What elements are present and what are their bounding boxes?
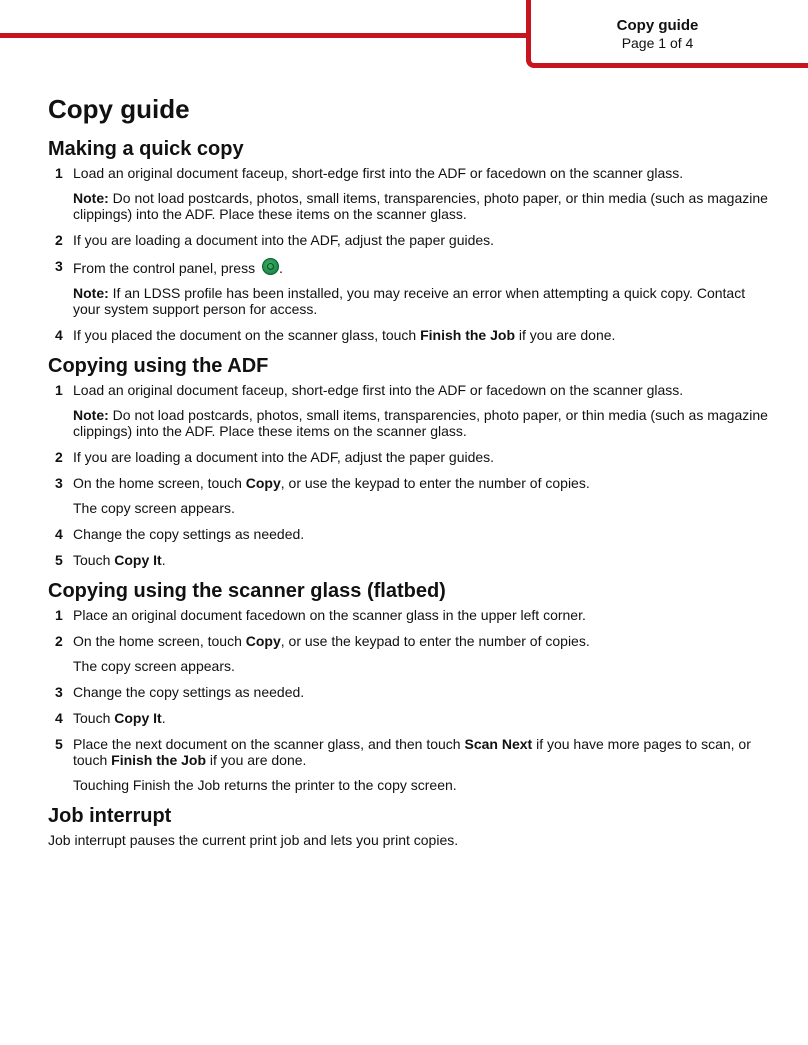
ui-term: Finish the Job xyxy=(420,327,515,343)
step-text-part: if you have more pages to scan, or touch xyxy=(73,736,751,768)
section-copy-flatbed xyxy=(48,578,768,793)
note xyxy=(73,285,768,317)
step xyxy=(48,552,768,568)
step-text-part: Place the next document on the scanner glass, and then touch xyxy=(73,736,465,752)
section-body: Job interrupt pauses the current print job and lets you print copies. xyxy=(48,832,459,848)
step-result: The copy screen appears. xyxy=(73,658,235,674)
step-list xyxy=(48,607,768,793)
step-text xyxy=(73,258,768,276)
section-title: Copying using the ADF xyxy=(48,355,269,377)
step-text: Change the copy settings as needed. xyxy=(73,684,305,700)
step-number: 2 xyxy=(55,633,63,649)
header-title: Copy guide xyxy=(616,17,699,34)
step-text-part: Touch xyxy=(73,552,115,568)
step-text-part: On the home screen, touch xyxy=(73,633,246,649)
step-list xyxy=(48,165,768,343)
step-number: 3 xyxy=(55,684,63,700)
step xyxy=(48,449,768,465)
step-text: Change the copy settings as needed. xyxy=(73,526,305,542)
step-text-part: , or use the keypad to enter the number of copies. xyxy=(280,475,590,491)
step-number: 2 xyxy=(55,232,63,248)
step-text-part: if you are done. xyxy=(515,327,616,343)
step xyxy=(48,165,768,222)
step-number: 5 xyxy=(55,552,63,568)
step-text xyxy=(73,475,768,491)
note-text: Do not load postcards, photos, small items, transparencies, photo paper, or thin media (such as magazine clippings) into the ADF. Place these items on the scanner glass. xyxy=(73,407,768,439)
step xyxy=(48,232,768,248)
header-page-number: Page 1 of 4 xyxy=(621,35,694,51)
ui-term: Finish the Job xyxy=(111,752,207,768)
step-number: 4 xyxy=(55,327,63,343)
step-text-part: . xyxy=(278,260,283,276)
step-text: If you are loading a document into the ADF, adjust the paper guides. xyxy=(73,232,495,248)
step-text-part: Touch xyxy=(73,710,115,726)
section-job-interrupt xyxy=(48,803,768,848)
step-text: If you are loading a document into the ADF, adjust the paper guides. xyxy=(73,449,495,465)
step-number: 5 xyxy=(55,736,63,752)
step-text xyxy=(73,552,768,568)
step-text-part: On the home screen, touch xyxy=(73,475,246,491)
step xyxy=(48,327,768,343)
section-title: Job interrupt xyxy=(48,805,172,827)
step xyxy=(48,382,768,439)
note-text: Do not load postcards, photos, small items, transparencies, photo paper, or thin media (such as magazine clippings) into the ADF. Place these items on the scanner glass. xyxy=(73,190,768,222)
step-number: 2 xyxy=(55,449,63,465)
step-text xyxy=(73,633,768,649)
step-text xyxy=(73,710,768,726)
step xyxy=(48,258,768,317)
note-label: Note: xyxy=(73,190,109,206)
document-title: Copy guide xyxy=(48,94,190,124)
ui-term: Copy It xyxy=(114,710,162,726)
step-number: 1 xyxy=(55,607,63,623)
start-button-icon xyxy=(262,258,279,275)
step-text: Load an original document faceup, short-edge first into the ADF or facedown on the scanner glass. xyxy=(73,165,684,181)
step-number: 4 xyxy=(55,526,63,542)
header-tab-frame xyxy=(526,0,808,68)
section-title: Making a quick copy xyxy=(48,138,244,160)
header-rule xyxy=(0,33,530,38)
step-result: Touching Finish the Job returns the printer to the copy screen. xyxy=(73,777,457,793)
note xyxy=(73,190,768,222)
step xyxy=(48,736,768,793)
section-quick-copy xyxy=(48,136,768,343)
step-text-part: if you are done. xyxy=(206,752,307,768)
step-text xyxy=(73,736,768,768)
step xyxy=(48,684,768,700)
step-list xyxy=(48,382,768,568)
step-number: 1 xyxy=(55,382,63,398)
note-text: If an LDSS profile has been installed, you may receive an error when attempting a quick copy. Contact your system support person for access. xyxy=(73,285,746,317)
section-title: Copying using the scanner glass (flatbed) xyxy=(48,580,446,602)
step xyxy=(48,607,768,623)
step-number: 1 xyxy=(55,165,63,181)
ui-term: Copy xyxy=(245,633,281,649)
step-number: 3 xyxy=(55,475,63,491)
step xyxy=(48,710,768,726)
step-number: 4 xyxy=(55,710,63,726)
document-body xyxy=(48,92,768,852)
step-text-part: From the control panel, press xyxy=(73,260,256,276)
step-text-part: . xyxy=(161,710,166,726)
note xyxy=(73,407,768,439)
step-text: Load an original document faceup, short-edge first into the ADF or facedown on the scanner glass. xyxy=(73,382,684,398)
step-result: The copy screen appears. xyxy=(73,500,235,516)
ui-term: Scan Next xyxy=(464,736,533,752)
ui-term: Copy It xyxy=(114,552,162,568)
ui-term: Copy xyxy=(245,475,281,491)
step-text: Place an original document facedown on the scanner glass in the upper left corner. xyxy=(73,607,586,623)
step-text-part: If you placed the document on the scanner glass, touch xyxy=(73,327,421,343)
note-label: Note: xyxy=(73,407,109,423)
step-number: 3 xyxy=(55,258,63,274)
step xyxy=(48,475,768,516)
step-text-part: , or use the keypad to enter the number of copies. xyxy=(280,633,590,649)
step xyxy=(48,633,768,674)
step-text xyxy=(73,327,768,343)
section-copy-adf xyxy=(48,353,768,568)
step-text-part: . xyxy=(161,552,166,568)
step xyxy=(48,526,768,542)
note-label: Note: xyxy=(73,285,109,301)
